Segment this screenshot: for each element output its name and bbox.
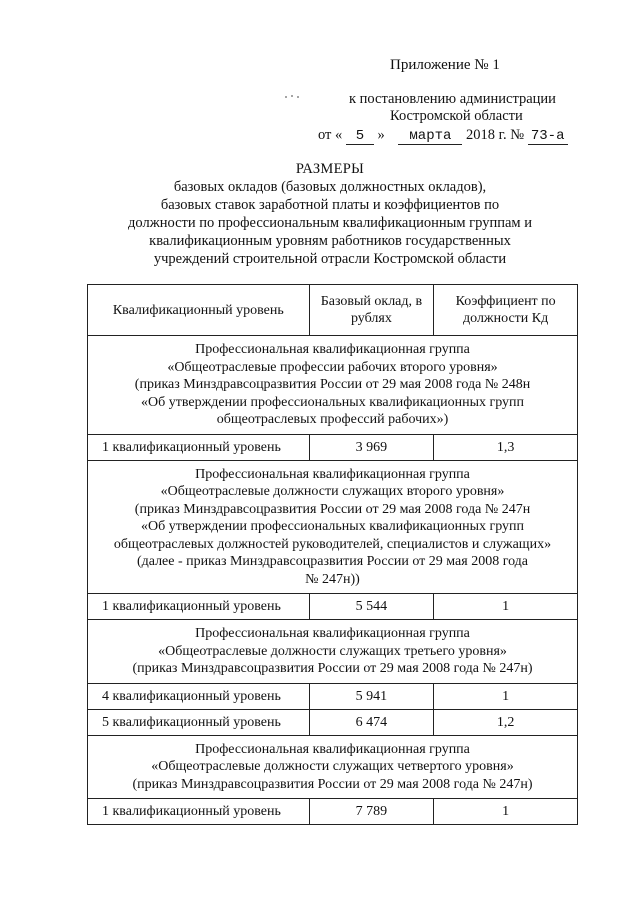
group-line: (приказ Минздравсоцразвития России от 29 мая 2008 года № 247н) <box>132 776 533 792</box>
group-line: общеотраслевых должностей руководителей, специалистов и служащих» <box>113 536 552 552</box>
group-line: (приказ Минздравсоцразвития России от 29 мая 2008 года № 248н <box>134 377 531 392</box>
group-header-row <box>88 336 578 435</box>
salary-cell: 5 941 <box>309 683 434 709</box>
group-line: «Об утверждении профессиональных квалификационных групп <box>140 394 525 410</box>
group-description <box>88 735 578 799</box>
table-row <box>88 709 578 735</box>
heading-line: должности по профессиональным квалификационным группам и <box>128 215 532 231</box>
level-cell: 4 квалификационный уровень <box>88 683 310 709</box>
salary-cell: 3 969 <box>309 434 434 460</box>
group-line: Профессиональная квалификационная группа <box>195 342 470 357</box>
group-line: «Общеотраслевые должности служащих третьего уровня» <box>158 643 507 659</box>
table-row <box>88 683 578 709</box>
salary-cell: 6 474 <box>309 709 434 735</box>
group-description <box>88 460 578 594</box>
column-header-level: Квалификационный уровень <box>88 285 310 336</box>
group-line: «Общеотраслевые должности служащих второго уровня» <box>160 484 505 499</box>
document-heading <box>70 160 590 268</box>
table-header-row <box>88 285 578 336</box>
resolution-reference: к постановлению администрации <box>349 91 556 107</box>
resolution-number: 73-а <box>528 129 568 145</box>
date-mid: » <box>377 127 385 143</box>
region-name: Костромской области <box>390 108 523 124</box>
group-description <box>88 620 578 684</box>
group-line: Профессиональная квалификационная группа <box>195 626 470 641</box>
level-cell: 1 квалификационный уровень <box>88 434 310 460</box>
date-prefix: от « <box>318 127 343 143</box>
heading-line: квалификационным уровням работников государственных <box>149 233 511 249</box>
heading-line: базовых ставок заработной платы и коэффициентов по <box>160 197 500 213</box>
group-line: № 247н)) <box>305 571 360 587</box>
level-cell: 1 квалификационный уровень <box>88 799 310 825</box>
group-description <box>88 336 578 435</box>
group-header-row <box>88 460 578 594</box>
coefficient-cell: 1,2 <box>434 709 578 735</box>
group-line: «Об утверждении профессиональных квалификационных групп <box>140 519 525 534</box>
group-line: Профессиональная квалификационная группа <box>195 741 470 757</box>
level-cell: 1 квалификационный уровень <box>88 594 310 620</box>
level-cell: 5 квалификационный уровень <box>88 709 310 735</box>
column-header-coefficient: Коэффициент по должности Кд <box>434 285 578 336</box>
group-header-row <box>88 735 578 799</box>
column-header-salary: Базовый оклад, в рублях <box>309 285 434 336</box>
table-row <box>88 434 578 460</box>
group-line: (далее - приказ Минздравсоцразвития России от 29 мая 2008 года <box>136 554 529 569</box>
group-line: (приказ Минздравсоцразвития России от 29 мая 2008 года № 247н <box>134 501 531 517</box>
salary-cell: 7 789 <box>309 799 434 825</box>
coefficient-cell: 1 <box>434 594 578 620</box>
salary-table <box>87 284 578 825</box>
group-header-row <box>88 620 578 684</box>
table-row <box>88 594 578 620</box>
group-line: «Общеотраслевые должности служащих четвертого уровня» <box>151 759 514 774</box>
resolution-day: 5 <box>346 129 374 145</box>
group-line: общеотраслевых профессий рабочих») <box>216 412 449 427</box>
group-line: Профессиональная квалификационная группа <box>195 466 470 482</box>
document-title: РАЗМЕРЫ <box>295 161 365 177</box>
coefficient-cell: 1 <box>434 799 578 825</box>
heading-line: базовых окладов (базовых должностных окладов), <box>173 179 487 195</box>
group-line: «Общеотраслевые профессии рабочих второго уровня» <box>167 359 498 375</box>
coefficient-cell: 1,3 <box>434 434 578 460</box>
year-text: 2018 г. № <box>466 127 525 143</box>
resolution-date-line <box>318 127 568 145</box>
appendix-label: Приложение № 1 <box>390 57 500 73</box>
table-row <box>88 799 578 825</box>
heading-line: учреждений строительной отрасли Костромской области <box>153 251 507 267</box>
resolution-month: марта <box>398 129 462 145</box>
scan-speck <box>285 95 303 98</box>
group-line: (приказ Минздравсоцразвития России от 29 мая 2008 года № 247н) <box>132 661 533 676</box>
coefficient-cell: 1 <box>434 683 578 709</box>
salary-cell: 5 544 <box>309 594 434 620</box>
